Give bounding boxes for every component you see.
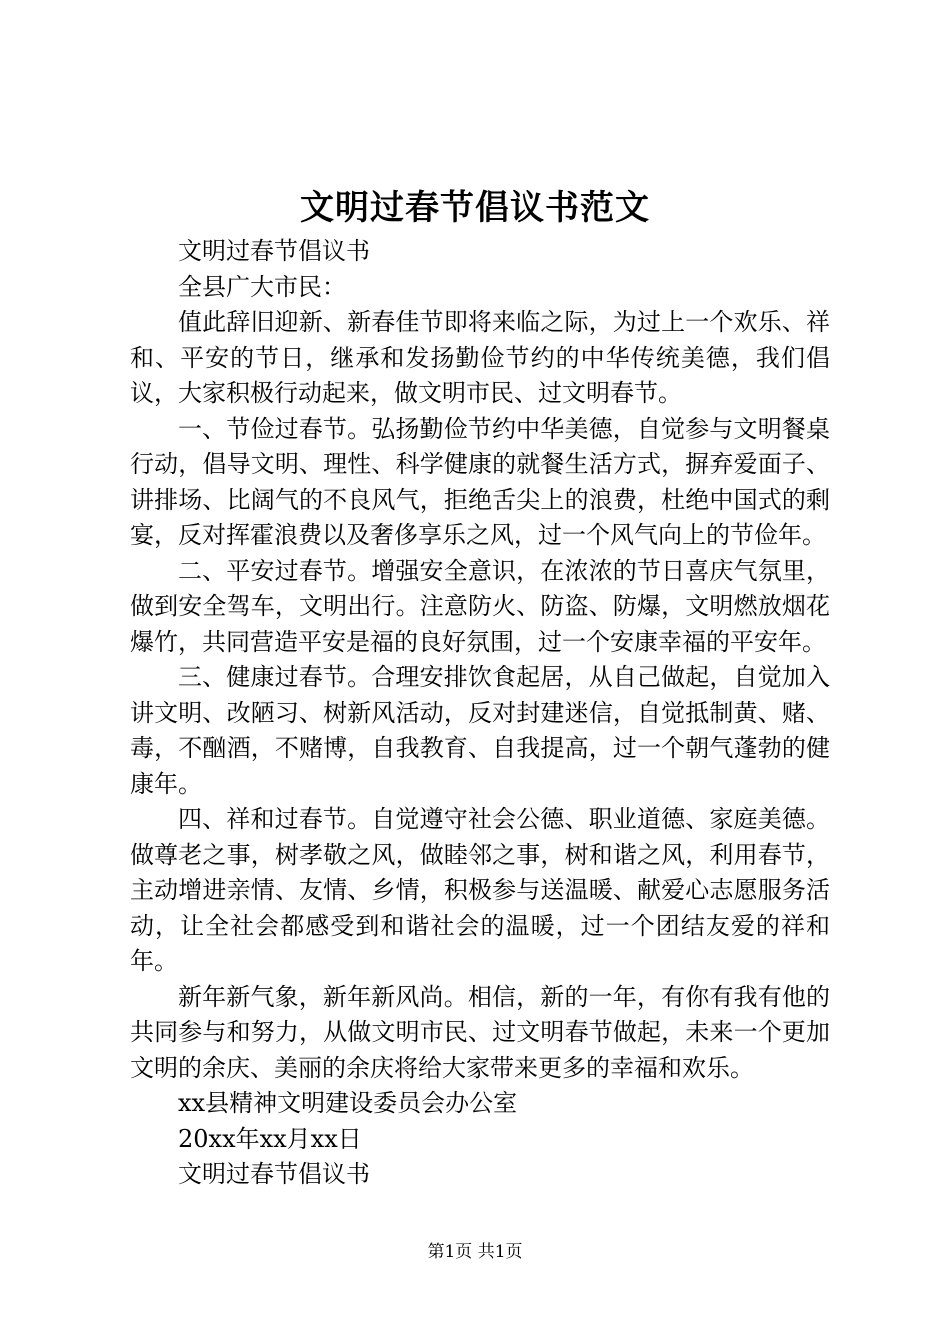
paragraph-healthy: 三、健康过春节。合理安排饮食起居，从自己做起，自觉加入讲文明、改陋习、树新风活动，反对封建迷信，自觉抵制黄、赌、毒，不酗酒，不赌博，自我教育、自我提高，过一个朝气蓬勃的健康年。: [130, 663, 830, 798]
document-body: [130, 234, 830, 1193]
paragraph-safe: 二、平安过春节。增强安全意识，在浓浓的节日喜庆气氛里，做到安全驾车，文明出行。注意防火、防盗、防爆，文明燃放烟花爆竹，共同营造平安是福的良好氛围，过一个安康幸福的平安年。: [130, 556, 830, 656]
closing-line: 文明过春节倡议书: [178, 1160, 370, 1188]
document-title: 文明过春节倡议书范文: [300, 188, 650, 228]
date: 20xx年xx月xx日: [178, 1124, 362, 1153]
paragraph-frugal: 一、节俭过春节。弘扬勤俭节约中华美德，自觉参与文明餐桌行动，倡导文明、理性、科学健康的就餐生活方式，摒弃爱面子、讲排场、比阔气的不良风气，拒绝舌尖上的浪费，杜绝中国式的剩宴，反对挥霍浪费以及奢侈享乐之风，过一个风气向上的节俭年。: [130, 414, 830, 549]
paragraph-conclusion: 新年新气象，新年新风尚。相信，新的一年，有你有我有他的共同参与和努力，从做文明市民、过文明春节做起，未来一个更加文明的余庆、美丽的余庆将给大家带来更多的幸福和欢乐。: [130, 982, 830, 1082]
page-footer: 第1页 共1页: [427, 1242, 523, 1262]
heading-line: 文明过春节倡议书: [178, 237, 370, 265]
salutation: 全县广大市民：: [178, 272, 346, 301]
signature: xx县精神文明建设委员会办公室: [178, 1089, 518, 1117]
paragraph-intro: 值此辞旧迎新、新春佳节即将来临之际，为过上一个欢乐、祥和、平安的节日，继承和发扬勤俭节约的中华传统美德，我们倡议，大家积极行动起来，做文明市民、过文明春节。: [130, 308, 830, 407]
paragraph-harmonious: 四、祥和过春节。自觉遵守社会公德、职业道德、家庭美德。做尊老之事，树孝敬之风，做睦邻之事，树和谐之风，利用春节，主动增进亲情、友情、乡情，积极参与送温暖、献爱心志愿服务活动，让全社会都感受到和谐社会的温暖，过一个团结友爱的祥和年。: [130, 805, 830, 975]
